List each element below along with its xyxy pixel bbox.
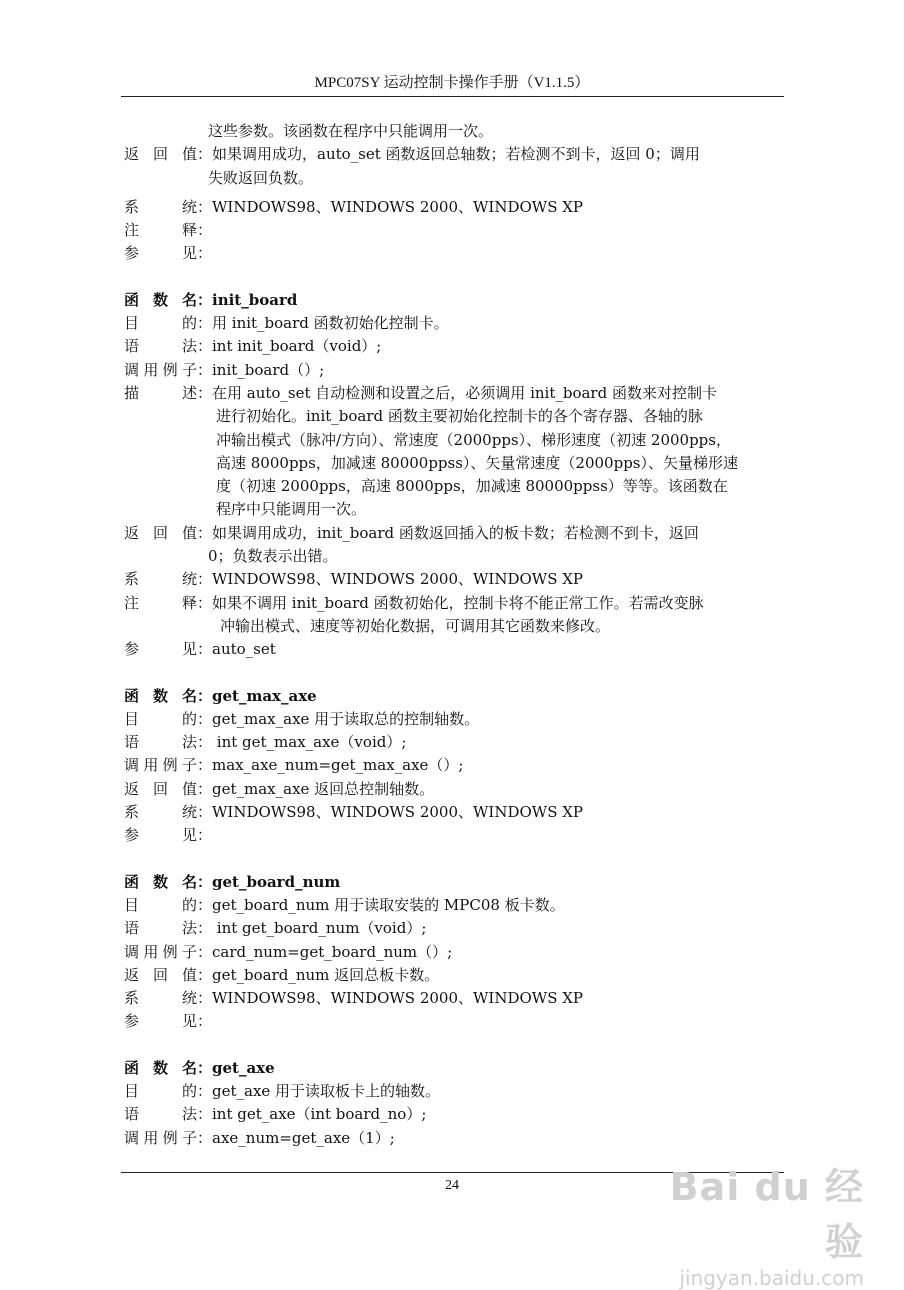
watermark-brand: Bai du 经验	[669, 1165, 864, 1264]
system-row: 系 统： WINDOWS98、WINDOWS 2000、WINDOWS XP	[124, 570, 584, 589]
syntax-row: 语 法： int get_axe（int board_no）;	[124, 1105, 427, 1124]
function-name-row: 函 数 名： get_axe	[124, 1057, 786, 1080]
example-row: 调 用 例 子： max_axe_num=get_max_axe（）;	[124, 756, 464, 775]
intro-return-value: 如果调用成功，auto_set 函数返回总轴数；若检测不到卡，返回 0；调用	[212, 145, 700, 164]
description-cont: 程序中只能调用一次。	[216, 500, 367, 519]
function-name: get_axe	[212, 1058, 275, 1077]
field-label: 返 回 值：	[124, 145, 212, 164]
purpose-row: 目 的： 用 init_board 函数初始化控制卡。	[124, 314, 449, 333]
description-cont: 度（初速 2000pps，高速 8000pps，加减速 80000ppss）等等。该函数在	[216, 477, 728, 496]
header-rule	[121, 96, 784, 97]
example-row: 调 用 例 子： card_num=get_board_num（）;	[124, 942, 453, 961]
description-cont: 进行初始化。init_board 函数主要初始化控制卡的各个寄存器、各轴的脉	[216, 407, 703, 426]
return-row: 返 回 值： get_board_num 返回总板卡数。	[124, 965, 440, 984]
return-row: 返 回 值： get_max_axe 返回总控制轴数。	[124, 779, 435, 798]
intro-system-value: WINDOWS98、WINDOWS 2000、WINDOWS XP	[212, 197, 584, 216]
intro-note-row: 注 释：	[124, 221, 212, 240]
watermark-url: jingyan.baidu.com	[679, 1266, 864, 1290]
syntax-row: 语 法： int init_board（void）;	[124, 337, 382, 356]
purpose-row: 目 的： get_board_num 用于读取安装的 MPC08 板卡数。	[124, 895, 565, 914]
syntax-row: 语 法： int get_max_axe（void）;	[124, 733, 407, 752]
system-row: 系 统： WINDOWS98、WINDOWS 2000、WINDOWS XP	[124, 803, 584, 822]
intro-return-cont: 失败返回负数。	[208, 168, 314, 187]
see-row: 参 见：	[124, 1012, 212, 1031]
see-row: 参 见： auto_set	[124, 640, 276, 659]
intro-see-row: 参 见：	[124, 244, 212, 263]
description-row: 描 述： 在用 auto_set 自动检测和设置之后，必须调用 init_board 函数来对控制卡	[124, 383, 717, 402]
note-row: 注 释： 如果不调用 init_board 函数初始化，控制卡将不能正常工作。若需改变脉	[124, 593, 704, 612]
see-row: 参 见：	[124, 826, 212, 845]
function-name: init_board	[212, 290, 298, 309]
return-cont: 0；负数表示出错。	[208, 547, 338, 566]
baidu-jingyan-watermark	[634, 1156, 864, 1290]
description-cont: 高速 8000pps，加减速 80000ppss）、矢量常速度（2000pps）、矢量梯形速	[216, 453, 739, 472]
function-name-row: 函 数 名： init_board	[124, 289, 786, 312]
syntax-row: 语 法： int get_board_num（void）;	[124, 919, 427, 938]
purpose-row: 目 的： get_max_axe 用于读取总的控制轴数。	[124, 709, 480, 728]
manual-content	[124, 120, 786, 1150]
function-name-row: 函 数 名： get_board_num	[124, 871, 786, 894]
return-row: 返 回 值： 如果调用成功，init_board 函数返回插入的板卡数；若检测不到卡，返回	[124, 523, 699, 542]
system-row: 系 统： WINDOWS98、WINDOWS 2000、WINDOWS XP	[124, 989, 584, 1008]
example-row: 调 用 例 子： init_board（）;	[124, 360, 325, 379]
purpose-row: 目 的： get_axe 用于读取板卡上的轴数。	[124, 1081, 441, 1100]
page-header-title: MPC07SY 运动控制卡操作手册（V1.1.5）	[314, 75, 590, 91]
description-cont: 冲输出模式（脉冲/方向）、常速度（2000pps）、梯形速度（初速 2000pps，	[216, 430, 731, 449]
intro-system-row: 系 统： WINDOWS98、WINDOWS 2000、WINDOWS XP	[124, 196, 786, 219]
intro-desc-tail: 这些参数。该函数在程序中只能调用一次。	[208, 122, 494, 140]
page-number: 24	[445, 1178, 459, 1193]
function-name-row: 函 数 名： get_max_axe	[124, 685, 786, 708]
example-row: 调 用 例 子： axe_num=get_axe（1）;	[124, 1128, 395, 1147]
intro-return-row	[124, 143, 786, 166]
function-name: get_board_num	[212, 872, 341, 891]
note-cont: 冲输出模式、速度等初始化数据，可调用其它函数来修改。	[220, 616, 611, 635]
function-name: get_max_axe	[212, 686, 317, 705]
